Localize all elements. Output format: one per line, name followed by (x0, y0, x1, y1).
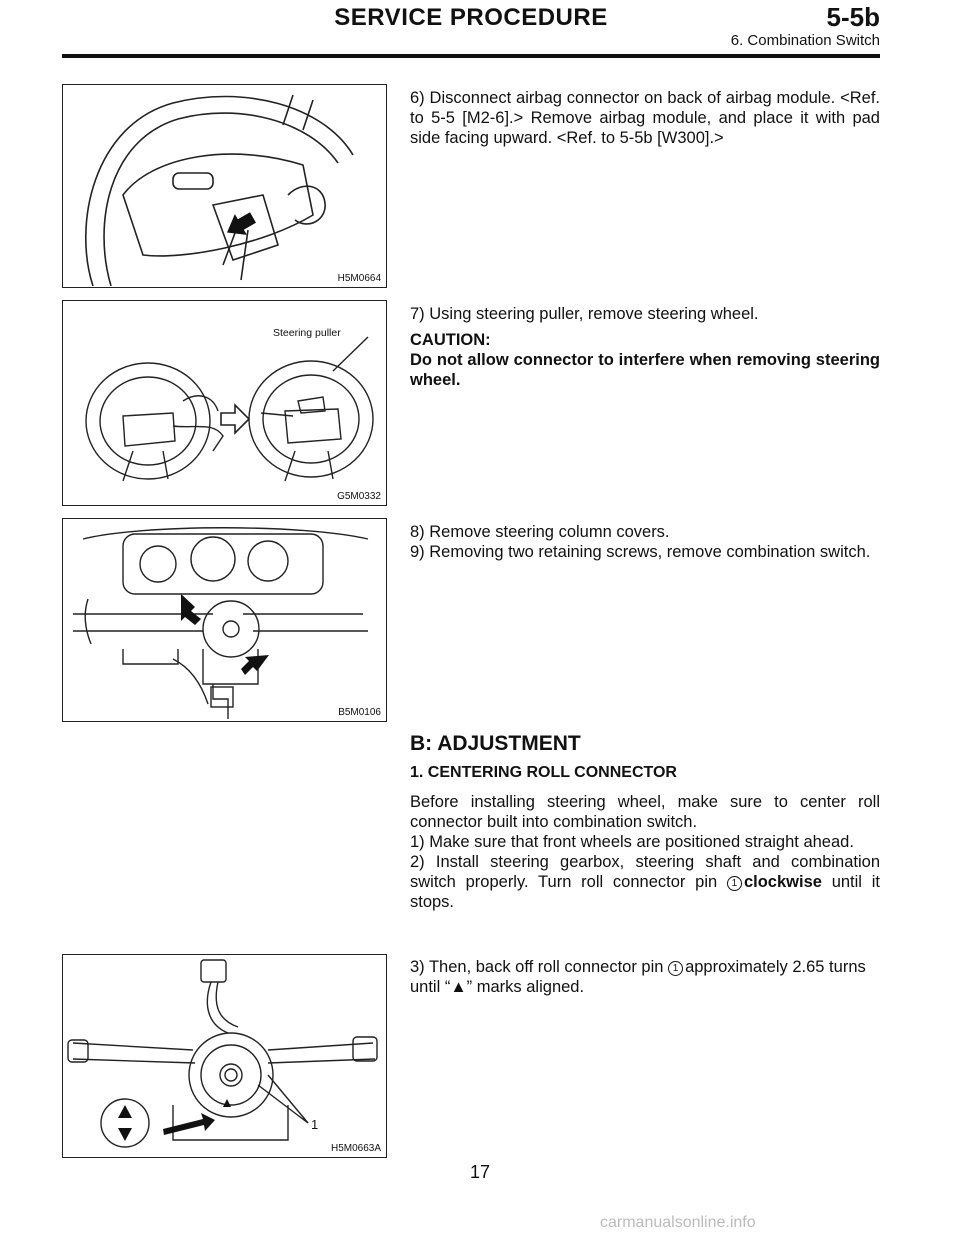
step-8: 8) Remove steering column covers. (410, 523, 670, 541)
figure-steering-puller (62, 300, 387, 506)
pin-callout-number: 1 (311, 1117, 319, 1132)
adjust-step-2-end: until it stops. (410, 873, 880, 911)
step-8-9-block (410, 522, 880, 562)
pin-number-badge: 1 (727, 876, 742, 891)
step-6: 6) Disconnect airbag connector on back of airbag module. <Ref. to 5-5 [M2-6].> Remove airbag module, and place it with pad side facing upward. <Ref. to 5-5b [W300].> (410, 89, 880, 147)
step-7: 7) Using steering puller, remove steering wheel. (410, 305, 759, 323)
figure-combination-switch (62, 518, 387, 722)
page-number: 17 (469, 1162, 491, 1182)
clockwise-emphasis: clockwise (743, 873, 822, 891)
step-9: 9) Removing two retaining screws, remove combination switch. (410, 543, 871, 561)
adjust-step-2 (410, 852, 880, 912)
adjust-step-1: 1) Make sure that front wheels are positioned straight ahead. (410, 833, 854, 851)
pin-number-badge: 1 (668, 961, 683, 976)
header-section-number: 5-5b (826, 2, 880, 32)
figure-label: B5M0106 (338, 707, 381, 718)
adjust-step-2-text: 2) Install steering gearbox, steering shaft and combination switch properly. Turn roll connector pin (410, 853, 880, 891)
figure-label: G5M0332 (337, 491, 381, 502)
section-heading: B: ADJUSTMENT (410, 732, 581, 755)
watermark: carmanualsonline.info (600, 1214, 756, 1231)
caution-title: CAUTION: (410, 331, 491, 349)
adjust-step-3-end: approximately 2.65 turns until “▲” marks aligned. (410, 958, 866, 996)
header-subsection: 6. Combination Switch (730, 32, 880, 49)
adjust-step-3-block (410, 957, 880, 997)
figure-airbag-connector (62, 84, 387, 288)
roll-connector-illustration (63, 955, 385, 1156)
adjustment-body (410, 792, 880, 912)
figure-label: H5M0663A (330, 1143, 381, 1154)
adjust-step-3-text: 3) Then, back off roll connector pin (410, 958, 664, 976)
figure-label: H5M0664 (337, 273, 381, 284)
header-title: SERVICE PROCEDURE (334, 4, 608, 31)
combination-switch-illustration (63, 519, 385, 720)
steering-puller-callout: Steering puller (273, 327, 341, 339)
header-rule (62, 54, 880, 58)
airbag-module-illustration (63, 85, 385, 286)
caution-text: Do not allow connector to interfere when removing steering wheel. (410, 351, 880, 389)
figure-roll-connector (62, 954, 387, 1158)
adjust-step-3 (410, 957, 880, 997)
step-7-block (410, 304, 880, 390)
subsection-heading: 1. CENTERING ROLL CONNECTOR (410, 764, 677, 781)
adjustment-intro: Before installing steering wheel, make sure to center roll connector built into combination switch. (410, 793, 880, 831)
page-header (62, 0, 880, 58)
step-6-text (410, 88, 880, 148)
